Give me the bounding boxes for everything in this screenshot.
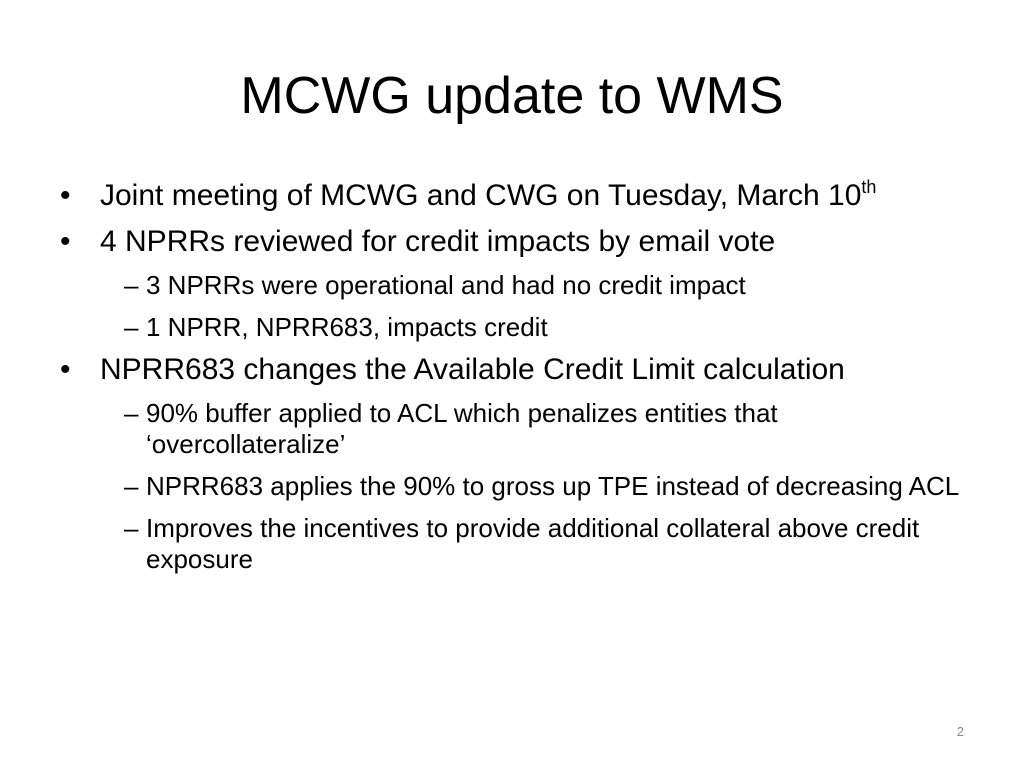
sub-bullet-text: 90% buffer applied to ACL which penalizes entities that ‘overcollateralize’ [146,398,778,459]
dash-icon: – [124,398,139,428]
superscript: th [861,177,877,197]
bullet-text: NPRR683 changes the Available Credit Limit calculation [100,353,845,386]
bullet-text: 4 NPRRs reviewed for credit impacts by email vote [100,225,776,258]
bullet-icon: • [60,179,71,212]
sub-bullet-item [56,270,976,301]
sub-bullet-item [56,513,976,575]
bullet-icon: • [60,353,71,386]
dash-icon: – [124,312,139,342]
bullet-item [56,354,976,386]
dash-icon: – [124,270,139,300]
bullet-icon: • [60,225,71,258]
sub-bullet-text: Improves the incentives to provide additional collateral above credit exposure [146,513,920,574]
sub-bullet-text: 1 NPRR, NPRR683, impacts credit [146,312,548,342]
slide-body [56,177,976,586]
page-number: 2 [956,724,964,739]
sub-bullet-item [56,312,976,343]
sub-bullet-item [56,471,976,502]
bullet-item [56,226,976,258]
bullet-text: Joint meeting of MCWG and CWG on Tuesday, March 10 [100,179,862,212]
sub-bullet-item [56,398,976,460]
sub-bullet-text: NPRR683 applies the 90% to gross up TPE instead of decreasing ACL [146,471,960,501]
dash-icon: – [124,471,139,501]
sub-bullet-text: 3 NPRRs were operational and had no credit impact [146,270,746,300]
slide-title: MCWG update to WMS [240,67,784,125]
dash-icon: – [124,513,139,543]
bullet-item [56,177,976,212]
